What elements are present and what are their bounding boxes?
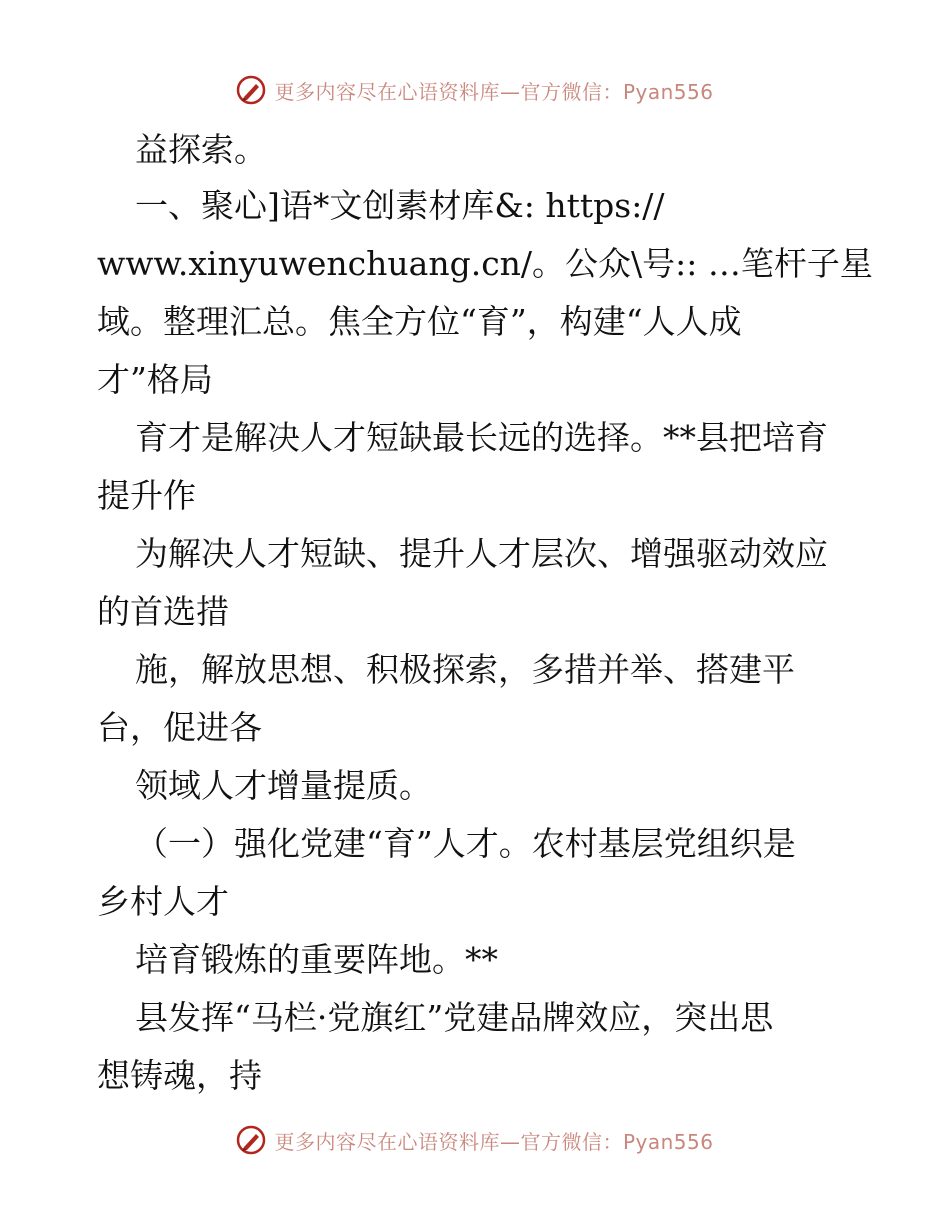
header-banner (0, 70, 950, 110)
body-line: 的首选措 (97, 592, 229, 631)
body-line: 育才是解决人才短缺最长远的选择。**县把培育 (135, 418, 828, 457)
body-line: www.xinyuwenchuang.cn/。公众\号:: …笔杆子星 (97, 244, 873, 283)
body-line: 提升作 (97, 476, 196, 515)
body-line: 想铸魂，持 (97, 1056, 262, 1095)
body-line: 领域人才增量提质。 (135, 766, 432, 805)
footer-banner-text: 更多内容尽在心语资料库—官方微信：Pyan556 (274, 1129, 714, 1154)
body-line: （一）强化党建“育”人才。农村基层党组织是 (135, 824, 796, 863)
pen-logo-icon (236, 1125, 266, 1155)
body-line: 施，解放思想、积极探索，多措并举、搭建平 (135, 650, 795, 689)
body-line: 一、聚心]语*文创素材库&: https:// (135, 186, 665, 225)
header-banner-text: 更多内容尽在心语资料库—官方微信：Pyan556 (274, 79, 714, 104)
pen-logo-icon (236, 75, 266, 105)
body-line: 乡村人才 (97, 882, 229, 921)
body-line: 培育锻炼的重要阵地。** (135, 940, 498, 979)
body-line: 台，促进各 (97, 708, 262, 747)
body-line: 为解决人才短缺、提升人才层次、增强驱动效应 (135, 534, 828, 573)
body-line: 县发挥“马栏·党旗红”党建品牌效应，突出思 (135, 998, 774, 1037)
body-line: 域。整理汇总。焦全方位“育”，构建“人人成 (97, 302, 742, 341)
body-line: 益探索。 (135, 130, 267, 169)
footer-banner (0, 1120, 950, 1160)
body-line: 才”格局 (97, 360, 213, 399)
